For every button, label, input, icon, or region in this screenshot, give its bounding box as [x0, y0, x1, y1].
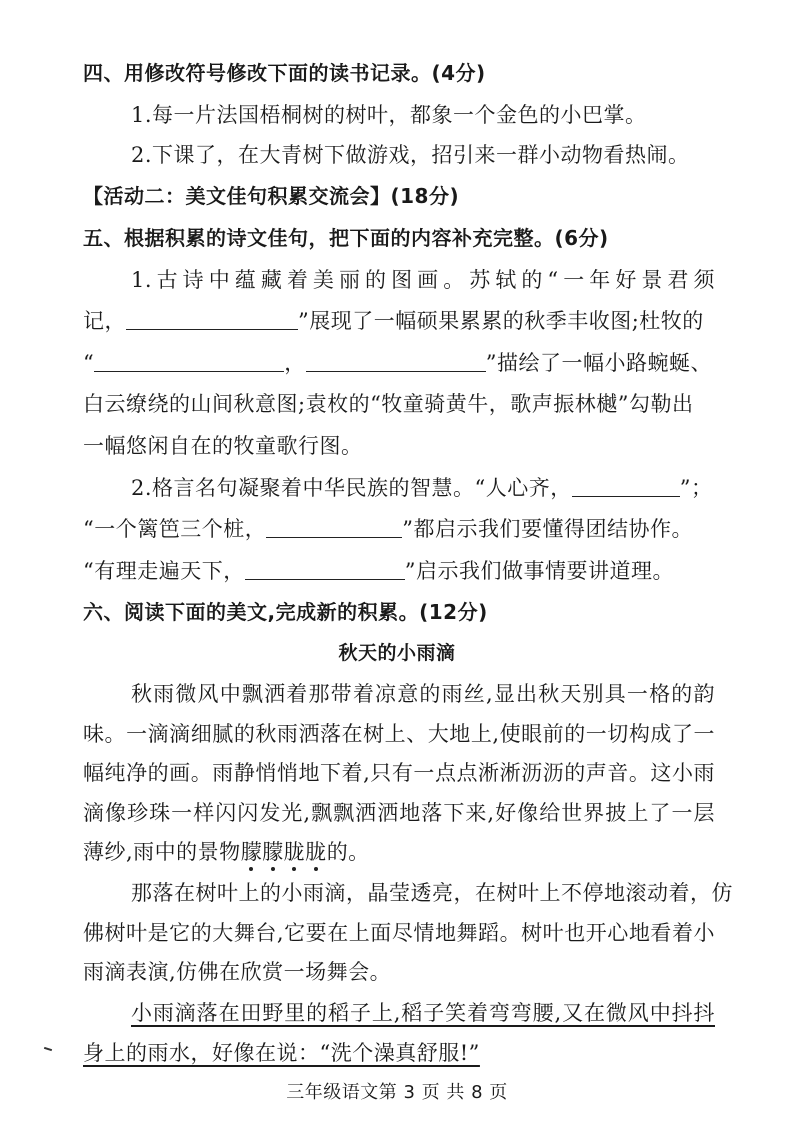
section5-q1-line5: 一幅悠闲自在的牧童歌行图。 — [83, 434, 363, 458]
section5-q1-line2-suffix: ”展现了一幅硕果累累的秋季丰收图;杜牧的 — [298, 309, 704, 333]
passage-p1-line5 — [83, 837, 370, 867]
section5-q1-line3-open: “ — [83, 351, 95, 375]
section5-q2-line1-prefix: 2.格言名句凝聚着中华民族的智慧。“人心齐， — [131, 476, 572, 500]
section4-heading: 四、用修改符号修改下面的读书记录。(4分) — [83, 61, 486, 85]
emphasis-word-text: 朦朦胧胧 — [240, 840, 327, 864]
section5-q1-line3-suffix: ”描绘了一幅小路蜿蜒、 — [485, 351, 712, 375]
section5-q2-line3-prefix: “有理走遍天下， — [83, 559, 245, 583]
section5-q1-line4: 白云缭绕的山间秋意图;袁枚的“牧童骑黄牛，歌声振林樾”勾勒出 — [83, 392, 694, 416]
answer-blank-5[interactable] — [266, 517, 402, 538]
section4-item1: 1.每一片法国梧桐树的树叶，都象一个金色的小巴掌。 — [131, 103, 647, 127]
section4-item2: 2.下课了，在大青树下做游戏，招引来一群小动物看热闹。 — [131, 143, 690, 167]
page-footer: 三年级语文第 3 页 共 8 页 — [286, 1082, 508, 1103]
emphasis-dotted-word — [241, 840, 327, 864]
answer-blank-2[interactable] — [94, 351, 284, 372]
section5-q1-line2 — [83, 306, 704, 336]
emphasis-dots — [241, 867, 327, 873]
scan-mark — [44, 1047, 52, 1051]
passage-title: 秋天的小雨滴 — [338, 642, 456, 664]
section5-q2-line2-suffix: ”都启示我们要懂得团结协作。 — [402, 517, 693, 541]
passage-p3-line2-underlined: 身上的雨水，好像在说：“洗个澡真舒服!” — [83, 1041, 480, 1065]
section5-q2-line2-prefix: “一个篱笆三个桩， — [83, 517, 267, 541]
passage-p1-line2: 味。一滴滴细腻的秋雨洒落在树上、大地上,使眼前的一切构成了一 — [83, 722, 715, 746]
section6-heading: 六、阅读下面的美文,完成新的积累。(12分) — [83, 600, 488, 624]
answer-blank-3[interactable] — [306, 351, 486, 372]
passage-p3-line1-underlined: 小雨滴落在田野里的稻子上,稻子笑着弯弯腰,又在微风中抖抖 — [131, 1001, 715, 1025]
activity2-heading: 【活动二：美文佳句积累交流会】(18分) — [83, 184, 460, 208]
passage-p2-line1: 那落在树叶上的小雨滴，晶莹透亮，在树叶上不停地滚动着，仿 — [131, 881, 733, 905]
answer-blank-1[interactable] — [126, 309, 298, 330]
section5-q2-line3 — [83, 556, 674, 586]
passage-p1-line4: 滴像珍珠一样闪闪发光,飘飘洒洒地落下来,好像给世界披上了一层 — [83, 801, 715, 825]
answer-blank-6[interactable] — [245, 559, 405, 580]
section5-heading: 五、根据积累的诗文佳句，把下面的内容补充完整。(6分) — [83, 226, 609, 250]
section5-q1-line3-comma: ， — [284, 351, 306, 375]
passage-p1-line5-suffix: 的。 — [326, 840, 370, 864]
section5-q2-line2 — [83, 514, 693, 544]
passage-p1-line5-prefix: 薄纱,雨中的景物 — [83, 840, 241, 864]
section5-q1-line2-prefix: 记， — [83, 309, 126, 333]
section5-q2-line1 — [131, 473, 713, 503]
passage-p1-line1: 秋雨微风中飘洒着那带着凉意的雨丝,显出秋天别具一格的韵 — [131, 682, 715, 706]
section5-q1-line3 — [83, 348, 712, 378]
section5-q2-line3-suffix: ”启示我们做事情要讲道理。 — [404, 559, 674, 583]
passage-p2-line3: 雨滴表演,仿佛在欣赏一场舞会。 — [83, 960, 392, 984]
section5-q2-line1-suffix: ”； — [679, 476, 713, 500]
passage-p2-line2: 佛树叶是它的大舞台,它要在上面尽情地舞蹈。树叶也开心地看着小 — [83, 921, 715, 945]
passage-p1-line3: 幅纯净的画。雨静悄悄地下着,只有一点点淅淅沥沥的声音。这小雨 — [83, 761, 715, 785]
answer-blank-4[interactable] — [572, 476, 680, 497]
section5-q1-line1: 1.古诗中蕴藏着美丽的图画。苏轼的“一年好景君须 — [131, 268, 715, 292]
